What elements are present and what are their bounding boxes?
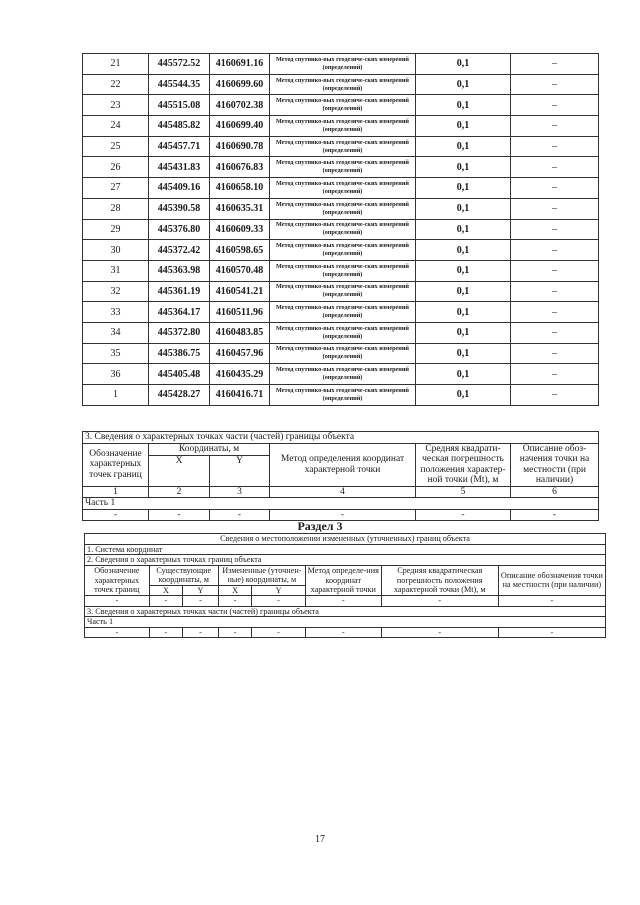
section-title: Раздел 3	[297, 519, 343, 533]
accuracy: 0,1	[416, 54, 511, 75]
empty-cell: -	[305, 627, 381, 638]
accuracy: 0,1	[416, 260, 511, 281]
empty-cell: -	[270, 509, 416, 521]
empty-row	[85, 596, 606, 607]
col-method: Метод определе-ния координат характерной точки	[305, 565, 381, 596]
point-number: 21	[83, 54, 149, 75]
table-row	[83, 322, 599, 343]
empty-row	[85, 627, 606, 638]
description: –	[511, 322, 599, 343]
method: Метод спутнико-вых геодезиче-ских измерений (определений)	[270, 281, 416, 302]
point-number: 25	[83, 136, 149, 157]
col-description: Описание обозначения точки на местности (при наличии)	[498, 565, 605, 596]
point-number: 30	[83, 240, 149, 261]
method: Метод спутнико-вых геодезиче-ских измерений (определений)	[270, 322, 416, 343]
table-row	[83, 74, 599, 95]
coord-x: 445361.19	[149, 281, 210, 302]
point-number: 22	[83, 74, 149, 95]
table-row	[83, 364, 599, 385]
column-number: 3	[210, 486, 270, 498]
method: Метод спутнико-вых геодезиче-ских измерений (определений)	[270, 157, 416, 178]
empty-cell: -	[416, 509, 511, 521]
coord-x: 445376.80	[149, 219, 210, 240]
accuracy: 0,1	[416, 364, 511, 385]
empty-cell: -	[85, 596, 150, 607]
accuracy: 0,1	[416, 281, 511, 302]
description: –	[511, 260, 599, 281]
col-x: X	[149, 585, 182, 596]
point-number: 28	[83, 198, 149, 219]
accuracy: 0,1	[416, 343, 511, 364]
point-number: 33	[83, 302, 149, 323]
coord-y: 4160570.48	[210, 260, 270, 281]
column-number: 6	[511, 486, 599, 498]
empty-cell: -	[218, 627, 251, 638]
description: –	[511, 136, 599, 157]
coord-y: 4160435.29	[210, 364, 270, 385]
empty-cell: -	[252, 627, 306, 638]
col-coords: Координаты, м	[149, 443, 270, 455]
coord-y: 4160699.60	[210, 74, 270, 95]
section3-header: Сведения о местоположении измененных (уточненных) границ объекта	[85, 534, 606, 545]
coord-x: 445431.83	[149, 157, 210, 178]
part-label: Часть 1	[85, 617, 606, 628]
accuracy: 0,1	[416, 95, 511, 116]
part-label: Часть 1	[83, 498, 599, 510]
coord-y: 4160690.78	[210, 136, 270, 157]
coord-y: 4160702.38	[210, 95, 270, 116]
description: –	[511, 198, 599, 219]
table-row	[83, 116, 599, 137]
coord-y: 4160658.10	[210, 178, 270, 199]
empty-cell: -	[85, 627, 150, 638]
description: –	[511, 74, 599, 95]
table-row	[83, 240, 599, 261]
coord-y: 4160598.65	[210, 240, 270, 261]
col-accuracy: Средняя квадрати-ческая погрешность положения характер-ной точки (Mt), м	[416, 443, 511, 486]
accuracy: 0,1	[416, 136, 511, 157]
table-row	[83, 198, 599, 219]
accuracy: 0,1	[416, 302, 511, 323]
coord-x: 445485.82	[149, 116, 210, 137]
coord-x: 445372.80	[149, 322, 210, 343]
method: Метод спутнико-вых геодезиче-ских измерений (определений)	[270, 136, 416, 157]
coord-x: 445372.42	[149, 240, 210, 261]
table-row	[83, 281, 599, 302]
empty-cell: -	[252, 596, 306, 607]
accuracy: 0,1	[416, 116, 511, 137]
point-number: 36	[83, 364, 149, 385]
description: –	[511, 281, 599, 302]
page-number: 17	[315, 834, 325, 845]
method: Метод спутнико-вых геодезиче-ских измерений (определений)	[270, 95, 416, 116]
table-row	[83, 219, 599, 240]
description: –	[511, 178, 599, 199]
method: Метод спутнико-вых геодезиче-ских измерений (определений)	[270, 302, 416, 323]
empty-cell: -	[210, 509, 270, 521]
method: Метод спутнико-вых геодезиче-ских измерений (определений)	[270, 385, 416, 406]
method: Метод спутнико-вых геодезиче-ских измерений (определений)	[270, 116, 416, 137]
points-table-body	[83, 54, 599, 406]
col-y: Y	[183, 585, 219, 596]
coord-y: 4160416.71	[210, 385, 270, 406]
coord-x: 445363.98	[149, 260, 210, 281]
column-number-row	[83, 486, 599, 498]
method: Метод спутнико-вых геодезиче-ских измерений (определений)	[270, 54, 416, 75]
method: Метод спутнико-вых геодезиче-ских измерений (определений)	[270, 178, 416, 199]
point-number: 35	[83, 343, 149, 364]
coord-x: 445386.75	[149, 343, 210, 364]
col-y: Y	[210, 455, 270, 486]
description: –	[511, 385, 599, 406]
accuracy: 0,1	[416, 322, 511, 343]
empty-cell: -	[381, 627, 498, 638]
coord-x: 445409.16	[149, 178, 210, 199]
description: –	[511, 157, 599, 178]
method: Метод спутнико-вых геодезиче-ских измерений (определений)	[270, 343, 416, 364]
method: Метод спутнико-вых геодезиче-ских измерений (определений)	[270, 74, 416, 95]
col-existing-coords: Существующие координаты, м	[149, 565, 218, 585]
point-number: 34	[83, 322, 149, 343]
changed-boundaries-table	[84, 533, 606, 638]
table-row	[83, 178, 599, 199]
table-row	[83, 136, 599, 157]
accuracy: 0,1	[416, 178, 511, 199]
boundary-points-heading: 2. Сведения о характерных точках границ объекта	[85, 555, 606, 566]
table-row	[83, 302, 599, 323]
accuracy: 0,1	[416, 157, 511, 178]
empty-cell: -	[218, 596, 251, 607]
table-row	[83, 95, 599, 116]
empty-cell: -	[149, 596, 182, 607]
empty-cell: -	[498, 627, 605, 638]
description: –	[511, 116, 599, 137]
method: Метод спутнико-вых геодезиче-ских измерений (определений)	[270, 240, 416, 261]
point-number: 32	[83, 281, 149, 302]
method: Метод спутнико-вых геодезиче-ских измерений (определений)	[270, 219, 416, 240]
description: –	[511, 364, 599, 385]
points-table	[82, 53, 599, 406]
column-number: 5	[416, 486, 511, 498]
coordinate-system: 1. Система координат	[85, 544, 606, 555]
part-points-table	[82, 431, 599, 521]
table-row	[83, 260, 599, 281]
point-number: 26	[83, 157, 149, 178]
empty-cell: -	[498, 596, 605, 607]
coord-x: 445515.08	[149, 95, 210, 116]
description: –	[511, 240, 599, 261]
description: –	[511, 343, 599, 364]
coord-x: 445405.48	[149, 364, 210, 385]
accuracy: 0,1	[416, 198, 511, 219]
part-points-heading: 3. Сведения о характерных точках части (частей) границы объекта	[83, 432, 599, 444]
coord-y: 4160541.21	[210, 281, 270, 302]
column-number: 1	[83, 486, 149, 498]
coord-y: 4160511.96	[210, 302, 270, 323]
table-row	[83, 54, 599, 75]
method: Метод спутнико-вых геодезиче-ских измерений (определений)	[270, 364, 416, 385]
empty-cell: -	[149, 627, 182, 638]
col-method: Метод определения координат характерной точки	[270, 443, 416, 486]
accuracy: 0,1	[416, 240, 511, 261]
coord-y: 4160676.83	[210, 157, 270, 178]
col-x: X	[218, 585, 251, 596]
accuracy: 0,1	[416, 219, 511, 240]
coord-x: 445572.52	[149, 54, 210, 75]
coord-x: 445544.35	[149, 74, 210, 95]
col-description: Описание обоз-начения точки на местности (при наличии)	[511, 443, 599, 486]
coord-y: 4160483.85	[210, 322, 270, 343]
column-number: 2	[149, 486, 210, 498]
coord-y: 4160457.96	[210, 343, 270, 364]
col-designation: Обозначение характерных точек границ	[85, 565, 150, 596]
coord-y: 4160609.33	[210, 219, 270, 240]
empty-cell: -	[511, 509, 599, 521]
description: –	[511, 54, 599, 75]
part-points-heading: 3. Сведения о характерных точках части (частей) границы объекта	[85, 606, 606, 617]
col-y: Y	[252, 585, 306, 596]
col-accuracy: Средняя квадратическая погрешность положения характерной точки (Mt), м	[381, 565, 498, 596]
col-designation: Обозначение характерных точек границ	[83, 443, 149, 486]
empty-cell: -	[305, 596, 381, 607]
method: Метод спутнико-вых геодезиче-ских измерений (определений)	[270, 260, 416, 281]
table-row	[83, 157, 599, 178]
coord-x: 445428.27	[149, 385, 210, 406]
coord-y: 4160691.16	[210, 54, 270, 75]
empty-cell: -	[83, 509, 149, 521]
col-x: X	[149, 455, 210, 486]
point-number: 23	[83, 95, 149, 116]
point-number: 31	[83, 260, 149, 281]
accuracy: 0,1	[416, 385, 511, 406]
empty-cell: -	[149, 509, 210, 521]
accuracy: 0,1	[416, 74, 511, 95]
table-row	[83, 343, 599, 364]
description: –	[511, 219, 599, 240]
coord-x: 445457.71	[149, 136, 210, 157]
coord-x: 445364.17	[149, 302, 210, 323]
point-number: 24	[83, 116, 149, 137]
point-number: 29	[83, 219, 149, 240]
coord-x: 445390.58	[149, 198, 210, 219]
table-row	[83, 385, 599, 406]
description: –	[511, 302, 599, 323]
description: –	[511, 95, 599, 116]
column-number: 4	[270, 486, 416, 498]
empty-cell: -	[183, 627, 219, 638]
point-number: 27	[83, 178, 149, 199]
point-number: 1	[83, 385, 149, 406]
method: Метод спутнико-вых геодезиче-ских измерений (определений)	[270, 198, 416, 219]
coord-y: 4160635.31	[210, 198, 270, 219]
empty-cell: -	[381, 596, 498, 607]
col-changed-coords: Измененные (уточнен-ные) координаты, м	[218, 565, 305, 585]
empty-cell: -	[183, 596, 219, 607]
coord-y: 4160699.40	[210, 116, 270, 137]
